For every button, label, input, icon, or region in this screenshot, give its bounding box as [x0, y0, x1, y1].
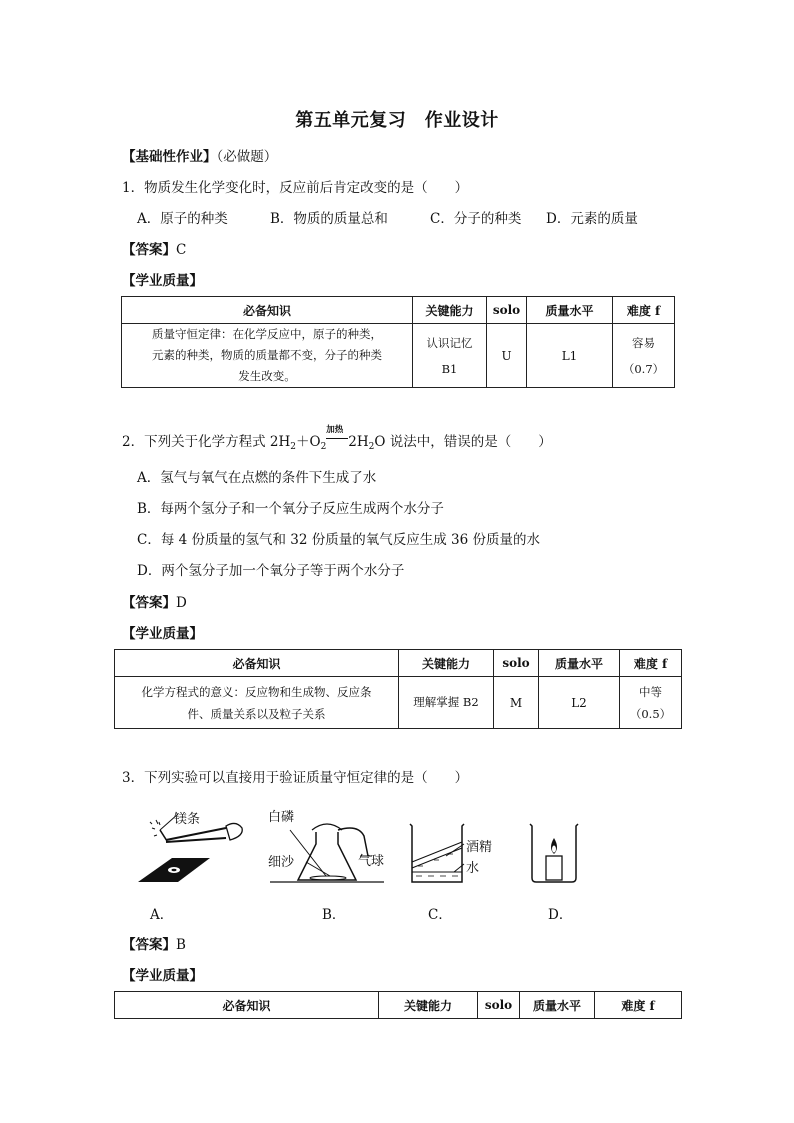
header-difficulty: 难度 f [620, 650, 682, 677]
balloon [312, 824, 342, 830]
tilted-tube [412, 842, 462, 862]
q1-option-b: B．物质的质量总和 [270, 211, 388, 227]
header-solo: solo [494, 650, 539, 677]
table-header-row [115, 992, 682, 1019]
label-pointer [306, 862, 330, 876]
beaker [410, 824, 464, 882]
label-balloon: 气球 [358, 854, 385, 869]
q2-difficulty-line: （0.5） [629, 706, 672, 721]
q2-sub: 2 [320, 442, 327, 452]
header-difficulty: 难度 f [613, 297, 675, 324]
label-white-phosphorus: 白磷 [268, 810, 295, 825]
q2-level-cell: L2 [539, 677, 620, 729]
q2-answer [122, 591, 187, 611]
header-knowledge: 必备知识 [115, 992, 379, 1019]
answer-label: 【答案】 [122, 595, 176, 611]
q3-quality-label: 【学业质量】 [122, 968, 203, 984]
header-ability: 关键能力 [399, 650, 494, 677]
q1-ability-cell [413, 324, 487, 388]
q1-ability-line: B1 [441, 361, 458, 376]
candle [546, 856, 562, 880]
q2-knowledge-cell [115, 677, 399, 729]
page-title: 第五单元复习 作业设计 [295, 110, 499, 131]
q3-option-b: B． [322, 907, 346, 923]
q1-option-a: A．原子的种类 [137, 211, 228, 227]
header-ability: 关键能力 [413, 297, 487, 324]
header-knowledge: 必备知识 [115, 650, 399, 677]
table-row [115, 677, 682, 729]
q1-difficulty-line: 容易 [632, 335, 655, 350]
q2-knowledge-line: 化学方程式的意义：反应物和生成物、反应条 [141, 684, 372, 699]
q2-option-b: B．每两个氢分子和一个氧分子反应生成两个水分子 [137, 501, 444, 517]
q3-answer [122, 933, 186, 953]
label-magnesium: 镁条 [174, 812, 201, 827]
q1-answer [122, 238, 186, 258]
header-solo: solo [487, 297, 527, 324]
q2-option-d: D．两个氢分子加一个氧分子等于两个水分子 [137, 563, 405, 579]
q1-difficulty-line: （0.7） [622, 361, 665, 376]
conical-flask [298, 832, 356, 880]
answer-label: 【答案】 [122, 242, 176, 258]
q1-level-cell: L1 [527, 324, 613, 388]
answer-label: 【答案】 [122, 937, 176, 953]
section-note: （必做题） [216, 149, 278, 165]
q1-knowledge-line: 元素的种类，物质的质量都不变，分子的种类 [152, 348, 382, 362]
tilted-tube [412, 848, 462, 868]
label-alcohol: 酒精 [466, 840, 493, 855]
q2-difficulty-line: 中等 [639, 684, 662, 699]
header-solo: solo [478, 992, 520, 1019]
q2-stem-mid1: ＋O [295, 434, 321, 450]
q1-knowledge-line: 发生改变。 [238, 369, 296, 383]
hand [226, 823, 242, 840]
label-water: 水 [466, 861, 480, 876]
q2-option-a: A．氢气与氧气在点燃的条件下生成了水 [137, 470, 377, 486]
q2-option-c: C．每 4 份质量的氢气和 32 份质量的氧气反应生成 36 份质量的水 [137, 532, 541, 548]
q3-quality-table [114, 991, 682, 1019]
liquid-hatch [416, 854, 458, 876]
reaction-arrow [326, 425, 348, 446]
q1-knowledge-cell [122, 324, 413, 388]
header-difficulty: 难度 f [595, 992, 682, 1019]
q3-option-c: C． [428, 907, 452, 923]
q1-answer-value: C [176, 242, 187, 258]
table-header-row [122, 297, 675, 324]
header-level: 质量水平 [539, 650, 620, 677]
reaction-line [326, 438, 348, 439]
header-knowledge: 必备知识 [122, 297, 413, 324]
q1-ability-line: 认识记忆 [426, 335, 473, 350]
q2-answer-value: D [176, 595, 187, 611]
q3-answer-value: B [176, 937, 186, 953]
q1-knowledge-line: 质量守恒定律：在化学反应中，原子的种类， [152, 327, 382, 341]
q1-stem: 1．物质发生化学变化时，反应前后肯定改变的是（ ） [122, 180, 469, 196]
q1-solo-cell: U [487, 324, 527, 388]
plate-mark [172, 869, 177, 871]
q1-difficulty-cell [613, 324, 675, 388]
header-ability: 关键能力 [379, 992, 478, 1019]
q1-quality-table [121, 296, 675, 388]
reaction-condition: 加热 [326, 425, 344, 435]
q3-stem: 3．下列实验可以直接用于验证质量守恒定律的是（ ） [122, 770, 469, 786]
magnesium-ribbon [160, 830, 167, 841]
q2-stem-suffix: O 说法中，错误的是（ ） [374, 434, 552, 450]
q2-stem-mid2: 2H [348, 434, 369, 450]
q2-ability-cell: 理解掌握 B2 [399, 677, 494, 729]
q1-option-d: D．元素的质量 [546, 211, 638, 227]
q2-solo-cell: M [494, 677, 539, 729]
label-pointer [290, 830, 326, 876]
figure-d-candle [528, 822, 580, 884]
q3-option-d: D． [548, 907, 573, 923]
q2-knowledge-line: 件、质量关系以及粒子关系 [187, 706, 326, 721]
header-level: 质量水平 [527, 297, 613, 324]
section-heading-label: 【基础性作业】 [122, 149, 217, 165]
q2-quality-label: 【学业质量】 [122, 626, 203, 642]
figure-c-beaker [406, 822, 468, 886]
header-level: 质量水平 [520, 992, 595, 1019]
q2-sub: 2 [368, 442, 375, 452]
label-sand: 细沙 [268, 855, 295, 870]
q2-sub: 2 [290, 442, 296, 452]
q3-option-a: A． [150, 907, 174, 923]
q2-stem-prefix: 2．下列关于化学方程式 2H [122, 434, 291, 450]
spark-lines [150, 820, 160, 836]
q2-quality-table [114, 649, 682, 729]
q1-option-c: C．分子的种类 [430, 211, 522, 227]
q2-difficulty-cell [620, 677, 682, 729]
section-heading [122, 145, 277, 165]
q2-stem [122, 425, 552, 452]
q1-quality-label: 【学业质量】 [122, 273, 203, 289]
table-header-row [115, 650, 682, 677]
table-row [122, 324, 675, 388]
flame-core [552, 846, 556, 853]
